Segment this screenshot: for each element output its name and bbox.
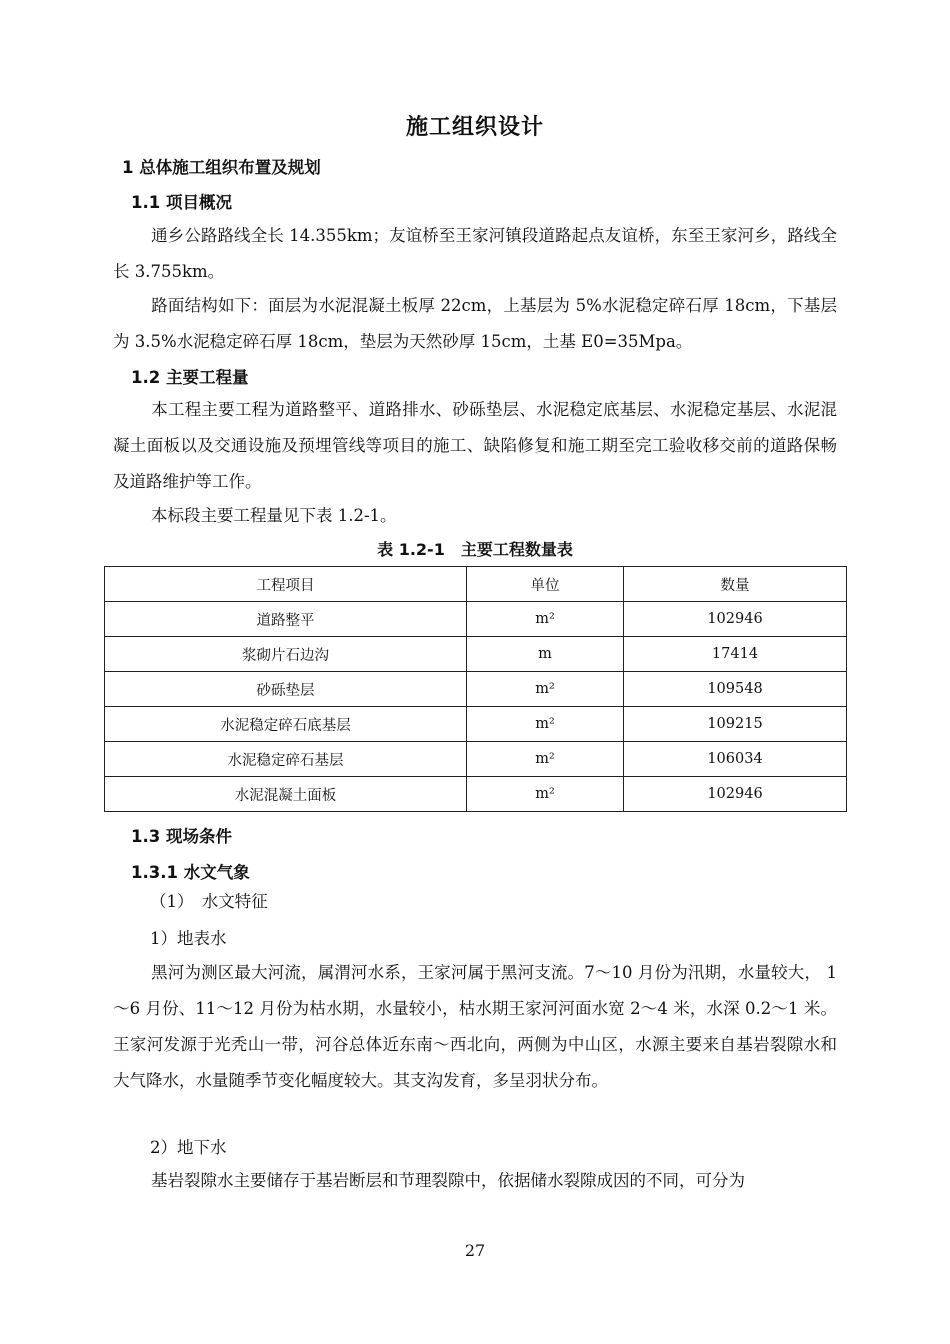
table-caption: 表 1.2-1 主要工程数量表 xyxy=(377,540,573,559)
cell-item: 水泥稳定碎石基层 xyxy=(105,742,467,777)
paragraph-main-works xyxy=(113,392,837,500)
cell-quantity: 109548 xyxy=(624,672,847,707)
cell-unit: m² xyxy=(467,777,624,812)
paragraph-text: 黑河为测区最大河流，属渭河水系，王家河属于黑河支流。7～10 月份为汛期，水量较大， 1～6 月份、11～12 月份为枯水期，水量较小，枯水期王家河河面水宽 2～4 米，水深 0.2～1 米。王家河发源于光秃山一带，河谷总体近东南～西北向，两侧为中山区，水源主要来自基岩裂隙水和大气降水，水量随季节变化幅度较大。其支沟发育，多呈羽状分布。 xyxy=(113,963,837,1090)
paragraph-text: 路面结构如下：面层为水泥混凝土板厚 22cm，上基层为 5%水泥稳定碎石厚 18cm，下基层为 3.5%水泥稳定碎石厚 18cm，垫层为天然砂厚 15cm，土基 E0=35Mpa。 xyxy=(113,296,837,351)
paragraph-text: 通乡公路路线全长 14.355km；友谊桥至王家河镇段道路起点友谊桥，东至王家河乡，路线全长 3.755km。 xyxy=(113,226,837,281)
item-surface-water: 1）地表水 xyxy=(150,929,227,948)
cell-unit: m² xyxy=(467,742,624,777)
heading-section-1-3: 1.3 现场条件 xyxy=(131,827,232,846)
paragraph-surface-water xyxy=(113,955,837,1099)
item-hydrology: （1） 水文特征 xyxy=(150,892,268,911)
quantities-table xyxy=(104,566,847,812)
item-groundwater: 2）地下水 xyxy=(150,1138,227,1157)
table-row xyxy=(105,777,847,812)
table-row xyxy=(105,637,847,672)
heading-section-1: 1 总体施工组织布置及规划 xyxy=(122,158,321,177)
table-row xyxy=(105,672,847,707)
heading-section-1-3-1: 1.3.1 水文气象 xyxy=(131,863,250,882)
cell-quantity: 17414 xyxy=(624,637,847,672)
cell-unit: m xyxy=(467,637,624,672)
table-row xyxy=(105,707,847,742)
cell-unit: m² xyxy=(467,707,624,742)
cell-item: 浆砌片石边沟 xyxy=(105,637,467,672)
cell-item: 砂砾垫层 xyxy=(105,672,467,707)
header-cell-item: 工程项目 xyxy=(105,567,467,602)
cell-item: 道路整平 xyxy=(105,602,467,637)
cell-unit: m² xyxy=(467,672,624,707)
heading-section-1-1: 1.1 项目概况 xyxy=(131,193,232,212)
table-row xyxy=(105,742,847,777)
document-title: 施工组织设计 xyxy=(405,115,544,140)
table-row xyxy=(105,602,847,637)
paragraph-pavement-structure xyxy=(113,288,837,360)
cell-item: 水泥稳定碎石底基层 xyxy=(105,707,467,742)
table-header-row xyxy=(105,567,847,602)
cell-quantity: 106034 xyxy=(624,742,847,777)
paragraph-groundwater xyxy=(113,1163,837,1199)
cell-quantity: 102946 xyxy=(624,602,847,637)
header-cell-quantity: 数量 xyxy=(624,567,847,602)
cell-item: 水泥混凝土面板 xyxy=(105,777,467,812)
page-number: 27 xyxy=(464,1241,486,1260)
cell-quantity: 102946 xyxy=(624,777,847,812)
paragraph-text: 本工程主要工程为道路整平、道路排水、砂砾垫层、水泥稳定底基层、水泥稳定基层、水泥混凝土面板以及交通设施及预埋管线等项目的施工、缺陷修复和施工期至完工验收移交前的道路保畅及道路维护等工作。 xyxy=(113,400,837,491)
cell-unit: m² xyxy=(467,602,624,637)
header-cell-unit: 单位 xyxy=(467,567,624,602)
paragraph-project-overview xyxy=(113,218,837,290)
paragraph-table-reference xyxy=(113,498,837,534)
paragraph-text: 基岩裂隙水主要储存于基岩断层和节理裂隙中，依据储水裂隙成因的不同，可分为 xyxy=(151,1171,745,1190)
cell-quantity: 109215 xyxy=(624,707,847,742)
heading-section-1-2: 1.2 主要工程量 xyxy=(131,368,249,387)
paragraph-text: 本标段主要工程量见下表 1.2-1。 xyxy=(151,506,397,525)
